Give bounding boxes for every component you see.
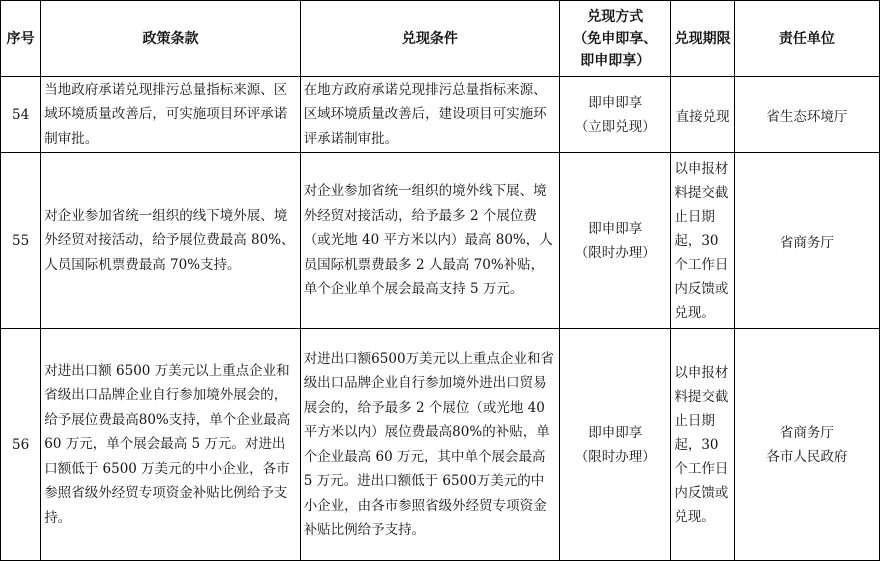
header-mode-line3: 即申即享） <box>580 52 651 69</box>
row-unit: 省商务厅 各市人民政府 <box>734 329 879 561</box>
row-period: 以申报材料提交截止日期起，30 个工作日内反馈或兑现。 <box>671 153 735 329</box>
row-condition: 对企业参加省统一组织的境外线下展、境外经贸对接活动，给予最多 2 个展位费（或光地 40 平方米以内）最高 80%，人员国际机票费最多 2 人最高 70%补贴，单个企业单个展会最高支持 5 万元。 <box>300 153 559 329</box>
header-mode <box>560 1 671 77</box>
table-row <box>1 329 880 561</box>
row-period: 以申报材料提交截止日期起，30 个工作日内反馈或兑现。 <box>671 329 735 561</box>
row-policy: 当地政府承诺兑现排污总量指标来源、区域环境质量改善后，可实施项目环评承诺制审批。 <box>41 77 300 153</box>
row-policy: 对企业参加省统一组织的线下境外展、境外经贸对接活动，给予展位费最高 80%、人员国际机票费最高 70%支持。 <box>41 153 300 329</box>
row-condition: 对进出口额6500万美元以上重点企业和省级出口品牌企业自行参加境外进出口贸易展会的，给予最多 2 个展位（或光地 40 平方米以内）展位费最高80%的补贴，单个企业最高 60 万元，其中单个展会最高 5 万元。进出口额低于 6500万美元的中小企业，由各市参照省级外经贸专项资金补贴比例给予支持。 <box>300 329 559 561</box>
header-policy: 政策条款 <box>41 1 300 77</box>
row-mode: 即申即享 （限时办理） <box>560 329 671 561</box>
row-unit: 省商务厅 <box>734 153 879 329</box>
header-mode-line2: （免申即享、 <box>573 30 658 47</box>
row-seq: 55 <box>1 153 41 329</box>
header-mode-line1: 兑现方式 <box>587 8 644 25</box>
row-seq: 54 <box>1 77 41 153</box>
row-mode: 即申即享 （限时办理） <box>560 153 671 329</box>
table-row <box>1 153 880 329</box>
row-mode: 即申即享 （立即兑现） <box>560 77 671 153</box>
header-period: 兑现期限 <box>671 1 735 77</box>
row-unit: 省生态环境厅 <box>734 77 879 153</box>
header-row <box>1 1 880 77</box>
row-policy: 对进出口额 6500 万美元以上重点企业和省级出口品牌企业自行参加境外展会的，给予展位费最高80%支持，单个企业最高 60 万元，单个展会最高 5 万元。对进出口额低于 6500 万美元的中小企业，各市参照省级外经贸专项资金补贴比例给予支持。 <box>41 329 300 561</box>
table-row <box>1 77 880 153</box>
row-seq: 56 <box>1 329 41 561</box>
row-period: 直接兑现 <box>671 77 735 153</box>
row-condition: 在地方政府承诺兑现排污总量指标来源、区域环境质量改善后，建设项目可实施环评承诺制审批。 <box>300 77 559 153</box>
header-unit: 责任单位 <box>734 1 879 77</box>
header-seq: 序号 <box>1 1 41 77</box>
header-condition: 兑现条件 <box>300 1 559 77</box>
